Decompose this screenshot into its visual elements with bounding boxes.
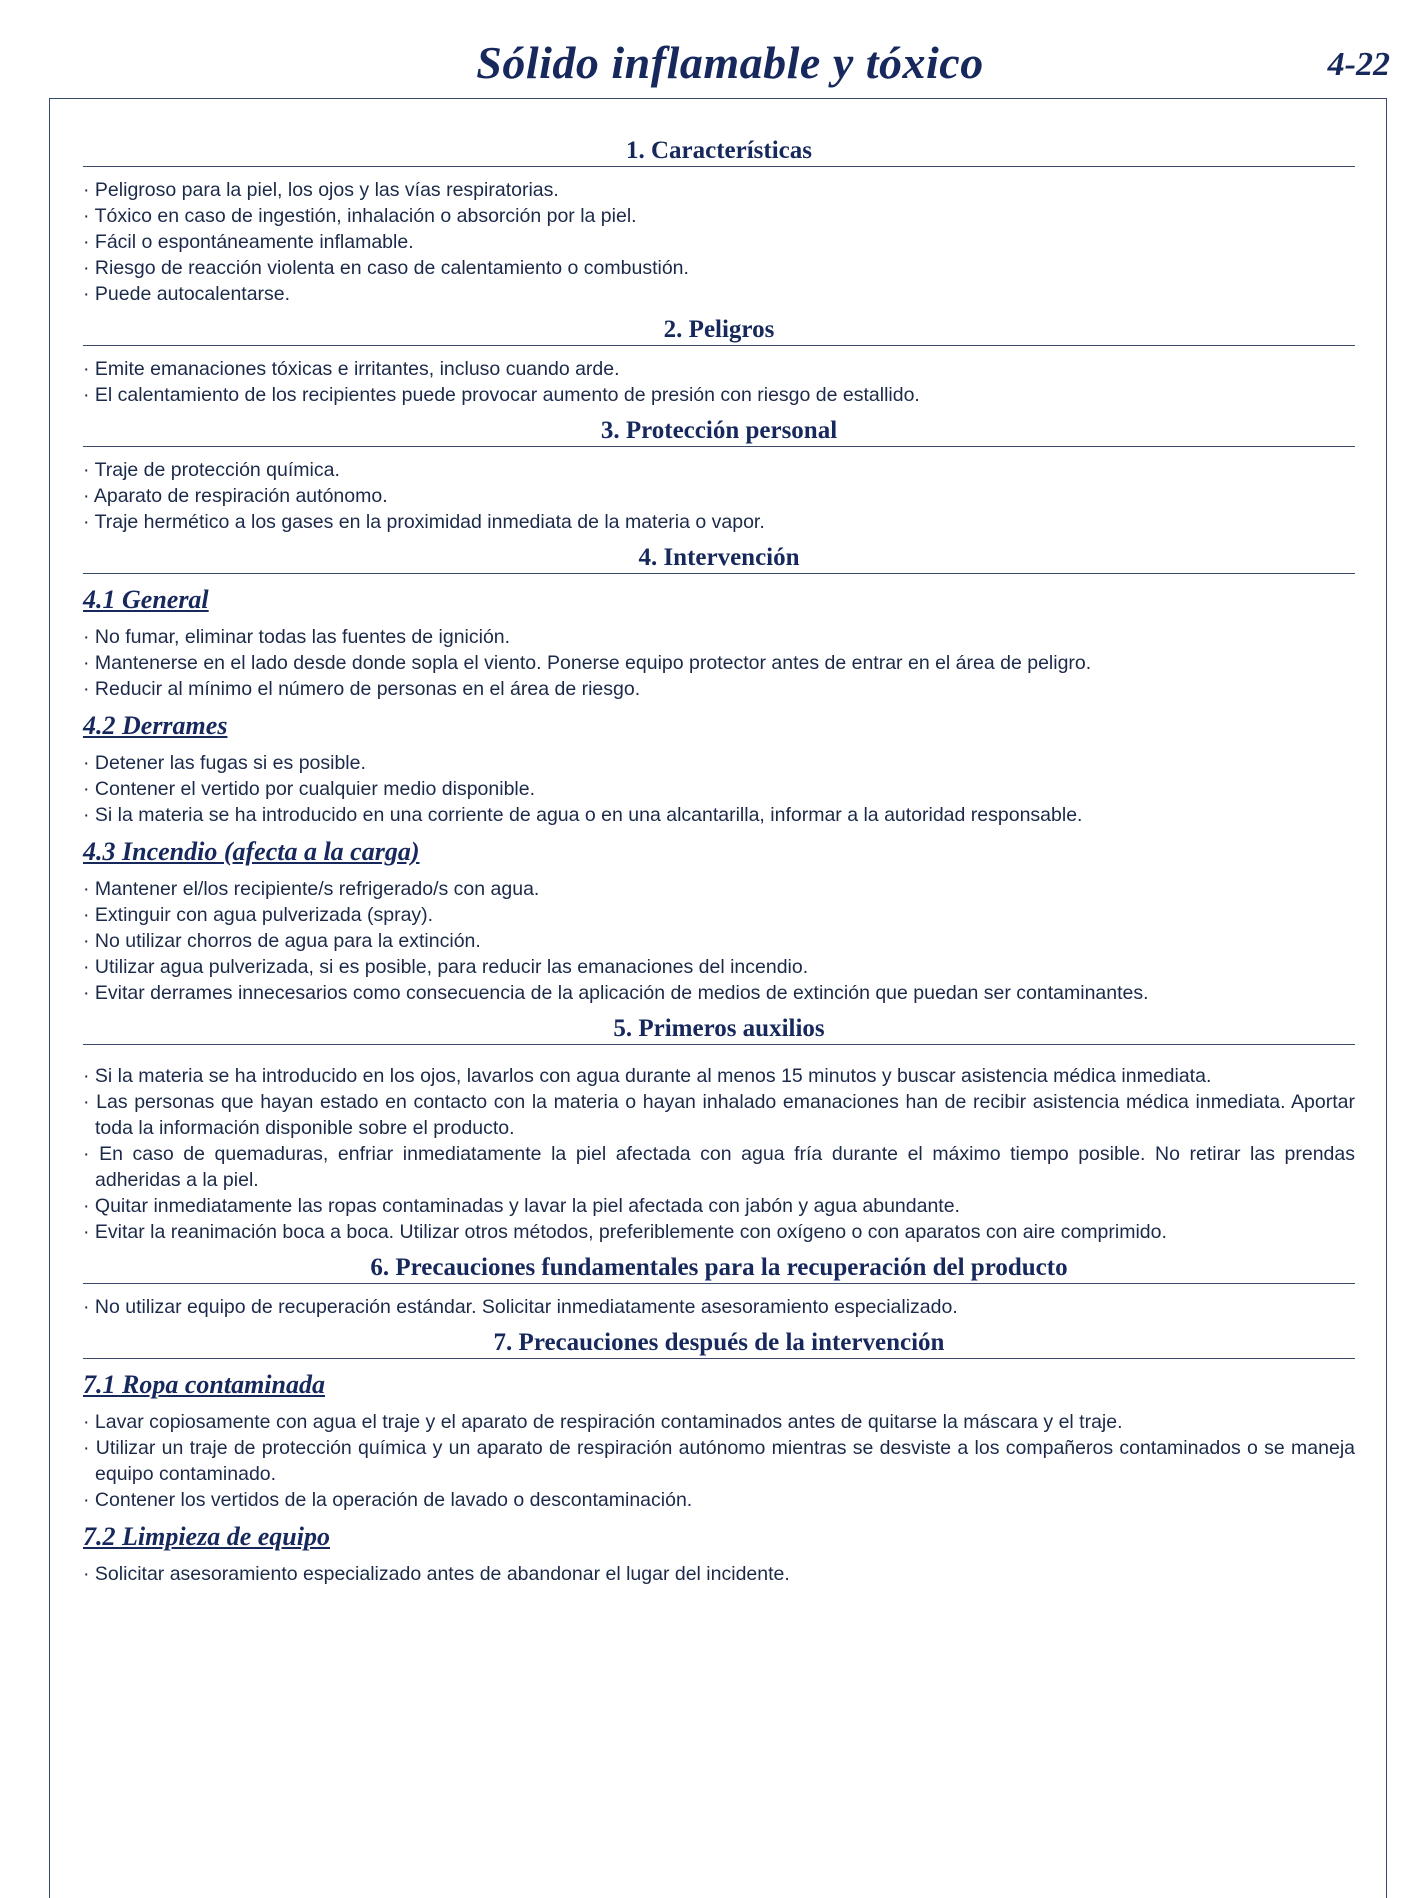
subsection-heading-ropa-contaminada: 7.1 Ropa contaminada — [83, 1370, 325, 1399]
document-body — [83, 134, 1355, 1593]
list-precauciones-recuperacion — [83, 1294, 1355, 1320]
list-general — [83, 624, 1355, 702]
list-item: · No fumar, eliminar todas las fuentes de ignición. — [83, 624, 1355, 650]
section-heading-proteccion-personal: 3. Protección personal — [83, 414, 1355, 447]
list-item: · Quitar inmediatamente las ropas contaminadas y lavar la piel afectada con jabón y agua abundante. — [83, 1193, 1355, 1219]
list-limpieza-equipo — [83, 1561, 1355, 1587]
section-heading-caracteristicas: 1. Características — [83, 134, 1355, 167]
page-title: Sólido inflamable y tóxico — [476, 37, 984, 88]
section-heading-intervencion: 4. Intervención — [83, 541, 1355, 574]
section-heading-precauciones-recuperacion: 6. Precauciones fundamentales para la recuperación del producto — [83, 1251, 1355, 1284]
section-heading-peligros: 2. Peligros — [83, 313, 1355, 346]
list-item: · Lavar copiosamente con agua el traje y el aparato de respiración contaminados antes de quitarse la máscara y el traje. — [83, 1409, 1355, 1435]
list-item: · Contener el vertido por cualquier medio disponible. — [83, 776, 1355, 802]
list-item: · Si la materia se ha introducido en los ojos, lavarlos con agua durante al menos 15 minutos y buscar asistencia médica inmediata. — [83, 1063, 1355, 1089]
list-item: · Extinguir con agua pulverizada (spray). — [83, 902, 1355, 928]
subsection-heading-general: 4.1 General — [83, 585, 209, 614]
list-item: · El calentamiento de los recipientes puede provocar aumento de presión con riesgo de estallido. — [83, 382, 1355, 408]
list-primeros-auxilios — [83, 1063, 1355, 1245]
list-item: · Traje de protección química. — [83, 457, 1355, 483]
page-number: 4-22 — [1327, 46, 1390, 83]
list-item: · Evitar la reanimación boca a boca. Utilizar otros métodos, preferiblemente con oxígeno o con aparatos con aire comprimido. — [83, 1219, 1355, 1245]
list-ropa-contaminada — [83, 1409, 1355, 1513]
list-proteccion-personal — [83, 457, 1355, 535]
list-item: · Reducir al mínimo el número de personas en el área de riesgo. — [83, 676, 1355, 702]
list-item: · Tóxico en caso de ingestión, inhalación o absorción por la piel. — [83, 203, 1355, 229]
section-heading-primeros-auxilios: 5. Primeros auxilios — [83, 1012, 1355, 1045]
list-incendio — [83, 876, 1355, 1006]
list-item: · Detener las fugas si es posible. — [83, 750, 1355, 776]
list-item: · Traje hermético a los gases en la proximidad inmediata de la materia o vapor. — [83, 509, 1355, 535]
list-item: · Si la materia se ha introducido en una corriente de agua o en una alcantarilla, informar a la autoridad responsable. — [83, 802, 1355, 828]
list-item: · Emite emanaciones tóxicas e irritantes, incluso cuando arde. — [83, 356, 1355, 382]
list-item: · Aparato de respiración autónomo. — [83, 483, 1355, 509]
list-item: · Utilizar agua pulverizada, si es posible, para reducir las emanaciones del incendio. — [83, 954, 1355, 980]
subsection-heading-derrames: 4.2 Derrames — [83, 711, 228, 740]
list-item: · Riesgo de reacción violenta en caso de calentamiento o combustión. — [83, 255, 1355, 281]
list-item: · Las personas que hayan estado en contacto con la materia o hayan inhalado emanaciones han de recibir asistencia médica inmediata. Aportar toda la información disponible sobre el producto. — [83, 1089, 1355, 1141]
list-item: · Evitar derrames innecesarios como consecuencia de la aplicación de medios de extinción que puedan ser contaminantes. — [83, 980, 1355, 1006]
list-item: · Fácil o espontáneamente inflamable. — [83, 229, 1355, 255]
list-item: · No utilizar chorros de agua para la extinción. — [83, 928, 1355, 954]
section-heading-precauciones-despues: 7. Precauciones después de la intervención — [83, 1326, 1355, 1359]
list-item: · Puede autocalentarse. — [83, 281, 1355, 307]
list-item: · Utilizar un traje de protección química y un aparato de respiración autónomo mientras se desviste a los compañeros contaminados o se maneja equipo contaminado. — [83, 1435, 1355, 1487]
list-caracteristicas — [83, 177, 1355, 307]
list-item: · Mantener el/los recipiente/s refrigerado/s con agua. — [83, 876, 1355, 902]
subsection-heading-incendio: 4.3 Incendio (afecta a la carga) — [83, 837, 420, 866]
list-derrames — [83, 750, 1355, 828]
subsection-heading-limpieza-equipo: 7.2 Limpieza de equipo — [83, 1522, 330, 1551]
list-item: · Contener los vertidos de la operación de lavado o descontaminación. — [83, 1487, 1355, 1513]
list-item: · Mantenerse en el lado desde donde sopla el viento. Ponerse equipo protector antes de entrar en el área de peligro. — [83, 650, 1355, 676]
list-item: · En caso de quemaduras, enfriar inmediatamente la piel afectada con agua fría durante el máximo tiempo posible. No retirar las prendas adheridas a la piel. — [83, 1141, 1355, 1193]
list-peligros — [83, 356, 1355, 408]
list-item: · Solicitar asesoramiento especializado antes de abandonar el lugar del incidente. — [83, 1561, 1355, 1587]
list-item: · Peligroso para la piel, los ojos y las vías respiratorias. — [83, 177, 1355, 203]
list-item: · No utilizar equipo de recuperación estándar. Solicitar inmediatamente asesoramiento especializado. — [83, 1294, 1355, 1320]
